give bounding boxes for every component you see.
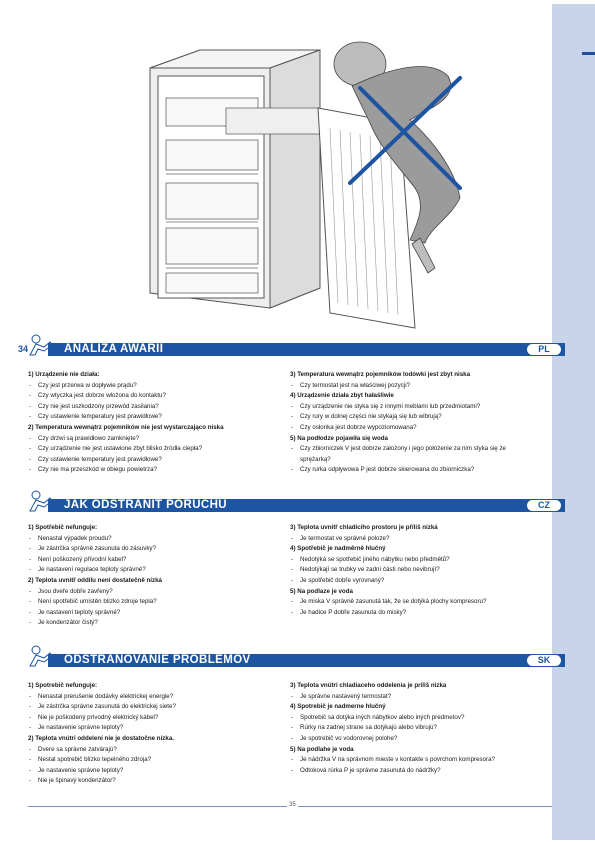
check-item: - Nenastal výpadek proudu?: [28, 534, 283, 545]
check-item: - Czy nie ma przeszkód w obiegu powietrza?: [28, 465, 283, 476]
check-item: - Je správne nastavený termostat?: [290, 692, 552, 703]
check-item: - Je miska V správně zasunutá tak, že se dotýká plochy kompresoru?: [290, 597, 552, 608]
check-item: - Je nastavení regulace teploty správné?: [28, 565, 283, 576]
section-header-sk: [20, 654, 565, 667]
check-item: - Není poškozený přívodní kabel?: [28, 555, 283, 566]
question-heading: 1) Spotrebič nefunguje:: [28, 682, 98, 689]
question-heading: 4) Spotrebič je nadmerne hlučný: [290, 703, 386, 711]
section-title: ANALIZA AWARII: [64, 343, 164, 355]
check-item: - Czy rury w dolnej części nie stykają się lub wibrują?: [290, 412, 552, 423]
check-item: - Není spotřebič umístěn blízko zdroje tepla?: [28, 597, 283, 608]
check-item: - Je zástrčka správně zasunuta do zásuvky?: [28, 544, 283, 555]
question-heading: 3) Teplota vnútri chladiaceho oddelenia je príliš nízka: [290, 682, 447, 689]
check-item: - Spotrebič sa dotýka iných nábytkov alebo iných predmetov?: [290, 713, 552, 724]
question-heading: 5) Na podlaze je voda: [290, 587, 353, 595]
language-badge: CZ: [527, 500, 561, 511]
question-heading: 2) Temperatura wewnątrz pojemników nie jest wystarczająco niska: [28, 423, 224, 431]
check-item: - Je nastavení teploty správné?: [28, 608, 283, 619]
question-heading: 5) Na podlahe je voda: [290, 745, 354, 753]
question-heading: 4) Spotřebič je nadměrně hlučný: [290, 545, 386, 553]
question-heading: 3) Temperatura wewnątrz pojemników lodówki jest zbyt niska: [290, 371, 471, 378]
check-item: - Je nastavenie správne teploty?: [28, 723, 283, 734]
check-item: - Dvere sa správne zatvárajú?: [28, 745, 283, 756]
check-item: - Rúrky na zadnej strane sa dotýkajú alebo vibrujú?: [290, 723, 552, 734]
check-item: - Czy urządzenie nie styka się z innymi meblami lub przedmiotami?: [290, 402, 552, 413]
question-heading: 3) Teplota uvnitř chladicího prostoru je příliš nízká: [290, 524, 438, 531]
check-item: - Odtoková rúrka P je správne zasunutá do nádržky?: [290, 766, 552, 777]
section-title: JAK ODSTRANIT PORUCHU: [64, 499, 228, 511]
check-item: - Je hadice P dobře zasunuta do misky?: [290, 608, 552, 619]
check-item: - Nedotýká se spotřebič jiného nábytku nebo předmětů?: [290, 555, 552, 566]
language-badge: SK: [527, 655, 561, 666]
section-header-cz: [20, 499, 565, 512]
check-item: - Nestal spotrebič blízko tepelného zdroja?: [28, 755, 283, 766]
check-item: - Je spotrebič vo vodorovnej polohe?: [290, 734, 552, 745]
check-item: sprężarką?: [300, 455, 331, 463]
left-column: [28, 370, 283, 476]
check-item: - Czy urządzenie nie jest ustawione zbyt blisko źródła ciepła?: [28, 444, 283, 455]
section-title: ODSTRAŇOVANIE PROBLÉMOV: [64, 654, 251, 666]
check-item: - Je spotřebič dobře vyrovnaný?: [290, 576, 552, 587]
check-item: - Je termostat ve správné poloze?: [290, 534, 552, 545]
check-item: - Nie je špinavý kondenzátor?: [28, 776, 283, 787]
check-item: - Jsou dveře dobře zavřeny?: [28, 587, 283, 598]
side-color-strip: [552, 4, 595, 840]
check-item: - Czy rurka odpływowa P jest dobrze skierowana do zbiorniczka?: [290, 465, 552, 476]
freezer-cabinet: [150, 50, 320, 308]
right-column: [290, 370, 552, 476]
language-badge: PL: [527, 344, 561, 355]
question-heading: 2) Teplota vnútri oddelení nie je dostatočne nízka.: [28, 734, 175, 742]
side-tab-marker: [582, 52, 595, 55]
check-item: - Je nádržka V na správnom mieste v kontakte s povrchom kompresora?: [290, 755, 552, 766]
check-item: - Czy osłonka jest dobrze wypoziomowana?: [290, 423, 552, 434]
check-item: - Czy drzwi są prawidłowo zamknięte?: [28, 434, 283, 445]
freezer-illustration: [130, 28, 490, 338]
check-item: - Czy termostat jest na właściwej pozycji?: [290, 381, 552, 392]
check-item: - Nedotýkají se trubky ve zadní části nebo nevibrují?: [290, 565, 552, 576]
right-column: [290, 681, 552, 776]
check-item: - Nie je poškodený prívodný elektrický kábel?: [28, 713, 283, 724]
check-item: - Czy zbiorniczek V jest dobrze założony i jego położenie za nim styka się ze: [290, 444, 552, 455]
question-heading: 1) Spotřebič nefunguje:: [28, 524, 98, 531]
section-header-pl: [20, 343, 565, 356]
left-column: [28, 523, 283, 629]
question-heading: 1) Urządzenie nie działa:: [28, 371, 100, 378]
check-item: - Czy wtyczka jest dobrze włożona do kontaktu?: [28, 391, 283, 402]
check-item: - Czy ustawienie temperatury jest prawidłowe?: [28, 455, 283, 466]
question-heading: 2) Teplota uvnitř oddílu není dostatečně nízká: [28, 576, 162, 584]
left-column: [28, 681, 283, 787]
check-item: - Je nastavenie správne teploty?: [28, 766, 283, 777]
check-item: - Nenastal prerušenie dodávky elektrickej energie?: [28, 692, 283, 703]
footer-page-number: 35: [289, 802, 296, 808]
check-item: - Czy nie jest uszkodzony przewód zasilania?: [28, 402, 283, 413]
question-heading: 5) Na podłodze pojawiła się woda: [290, 434, 388, 442]
check-item: - Czy ustawienie temperatury jest prawidłowe?: [28, 412, 283, 423]
page-number: 34: [18, 344, 29, 354]
check-item: - Czy jest przerwa w dopływie prądu?: [28, 381, 283, 392]
right-column: [290, 523, 552, 618]
check-item: - Je zástrčka správne zasunutá do elektrickej siete?: [28, 702, 283, 713]
check-item: - Je kondenzátor čistý?: [28, 618, 283, 629]
question-heading: 4) Urządzenie działa zbyt hałaśliwie: [290, 392, 394, 400]
